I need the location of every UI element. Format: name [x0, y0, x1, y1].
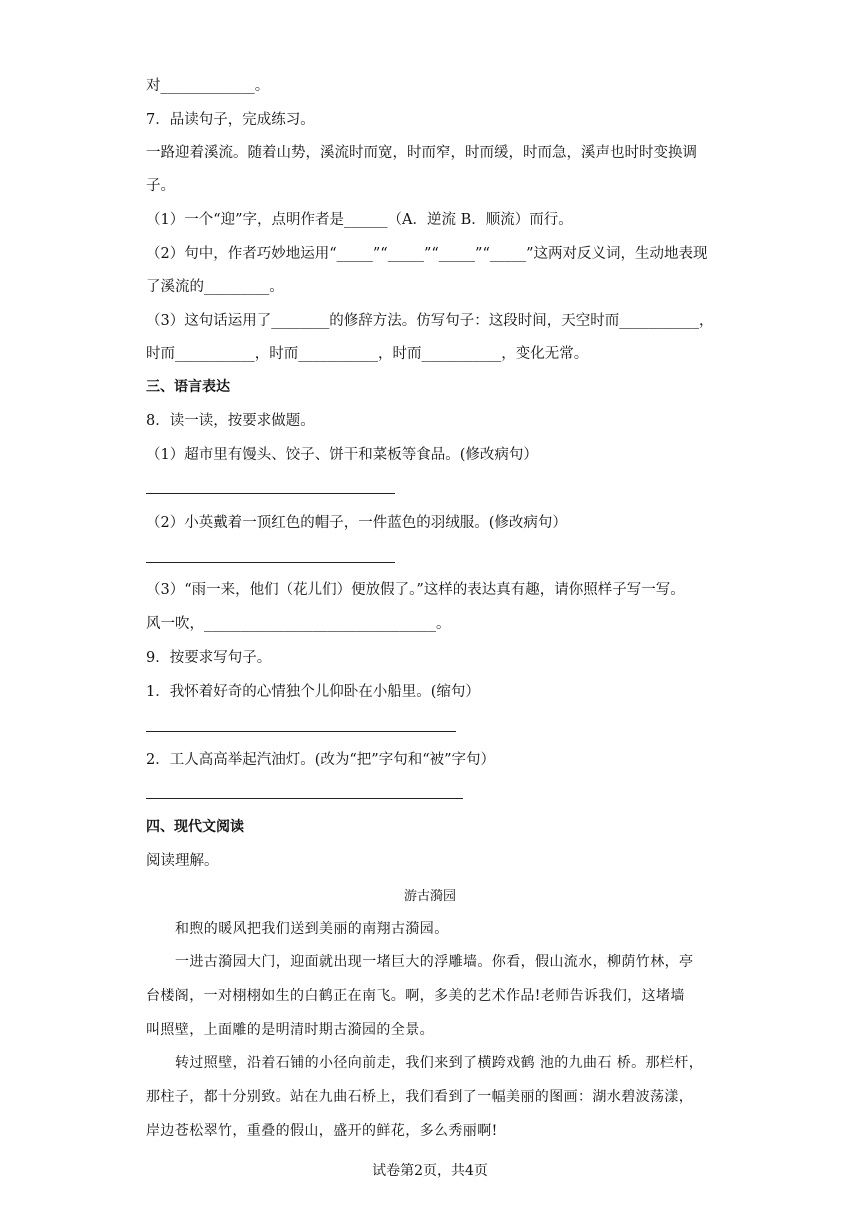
question-7-quote: 一路迎着溪流。随着山势，溪流时而宽，时而窄，时而缓，时而急，溪声也时时变换调 [146, 145, 697, 161]
question-9-heading: 9．按要求写句子。 [146, 650, 272, 666]
section-4-heading: 四、现代文阅读 [146, 819, 244, 835]
question-7-heading: 7．品读句子，完成练习。 [146, 112, 315, 128]
question-7-part-2: （2）句中，作者巧妙地运用“_____”“_____”“_____”“_____”这两对反义词，生动地表现 [146, 246, 708, 262]
question-9-part-2: 2．工人高高举起汽油灯。(改为“把”字句和“被”字句） [146, 752, 496, 768]
page-footer: 试卷第2页，共4页 [372, 1163, 488, 1179]
question-8-part-3-answer: 风一吹，________________________________。 [146, 616, 451, 632]
passage-title: 游古漪园 [403, 889, 456, 904]
question-7-part-1: （1）一个“迎”字，点明作者是______（A．逆流 B．顺流）而行。 [146, 212, 573, 228]
reading-instruction: 阅读理解。 [146, 853, 219, 869]
answer-line[interactable] [146, 798, 463, 799]
question-7-quote-cont: 子。 [146, 178, 175, 194]
question-7-part-3: （3）这句话运用了________的修辞方法。仿写句子：这段时间，天空时而___________， [146, 313, 714, 329]
passage-paragraph-3-line-2: 那柱子，都十分别致。站在九曲石桥上，我们看到了一幅美丽的图画：湖水碧波荡漾， [146, 1089, 694, 1105]
passage-paragraph-1: 和煦的暖风把我们送到美丽的南翔古漪园。 [175, 921, 449, 937]
passage-paragraph-3-line-3: 岸边苍松翠竹，重叠的假山，盛开的鲜花，多么秀丽啊! [146, 1123, 498, 1139]
passage-paragraph-3-line-1: 转过照壁，沿着石铺的小径向前走，我们来到了横跨戏鹤 池的九曲石 桥。那栏杆， [175, 1055, 704, 1071]
passage-paragraph-2-line-1: 一进古漪园大门，迎面就出现一堵巨大的浮雕墙。你看，假山流水，柳荫竹林，亭 [175, 954, 694, 970]
question-8-part-3: （3）“雨一来，他们（花儿们）便放假了。”这样的表达真有趣，请你照样子写一写。 [146, 582, 685, 598]
answer-line[interactable] [146, 731, 456, 732]
passage-paragraph-2-line-3: 叫照壁，上面雕的是明清时期古漪园的全景。 [146, 1022, 434, 1038]
answer-line-6-end: 对_____________。 [146, 78, 270, 94]
question-7-part-2-cont: 了溪流的_________。 [146, 279, 284, 295]
answer-line[interactable] [146, 493, 395, 494]
section-3-heading: 三、语言表达 [146, 379, 230, 395]
question-8-heading: 8．读一读，按要求做题。 [146, 413, 315, 429]
passage-paragraph-2-line-2: 台楼阁，一对栩栩如生的白鹤正在南飞。啊，多美的艺术作品!老师告诉我们，这堵墙 [146, 988, 685, 1004]
answer-line[interactable] [146, 562, 395, 563]
question-9-part-1: 1．我怀着好奇的心情独个儿仰卧在小船里。(缩句） [146, 684, 480, 700]
question-8-part-2: （2）小英戴着一顶红色的帽子，一件蓝色的羽绒服。(修改病句） [146, 515, 567, 531]
question-8-part-1: （1）超市里有馒头、饺子、饼干和菜板等食品。(修改病句） [146, 447, 538, 463]
question-7-part-3-cont: 时而___________，时而___________，时而___________，变化无常。 [146, 346, 589, 362]
